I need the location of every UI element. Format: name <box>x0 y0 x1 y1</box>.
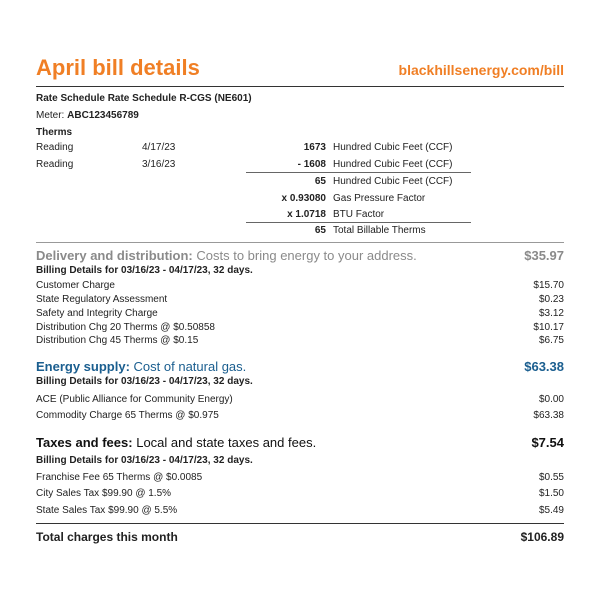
bill-url-link[interactable]: blackhillsenergy.com/bill <box>398 62 564 78</box>
taxes-desc: Local and state taxes and fees. <box>136 435 317 450</box>
meter-label: Meter: <box>36 110 65 121</box>
line-item-label: State Sales Tax $99.90 @ 5.5% <box>36 505 178 516</box>
line-item-amount: $0.23 <box>538 294 564 305</box>
reading-value: 1673 <box>303 142 326 153</box>
line-item-label: Distribution Chg 20 Therms @ $0.50858 <box>36 322 215 333</box>
calc-divider <box>246 222 471 223</box>
calc-unit: BTU Factor <box>333 209 385 220</box>
line-item-label: State Regulatory Assessment <box>36 294 168 305</box>
delivery-title: Delivery and distribution: <box>36 248 193 263</box>
total-therms-value: 65 <box>314 225 326 236</box>
taxes-heading <box>36 435 316 450</box>
line-item-amount: $3.12 <box>538 308 564 319</box>
total-amount: $106.89 <box>520 530 564 544</box>
meter-id: ABC123456789 <box>67 110 139 121</box>
line-item-label: Customer Charge <box>36 280 115 291</box>
reading-value: - 1608 <box>297 159 326 170</box>
line-item-label: City Sales Tax $99.90 @ 1.5% <box>36 488 172 499</box>
total-divider <box>36 523 564 524</box>
calc-value: x 1.0718 <box>287 209 326 220</box>
line-item-amount: $0.55 <box>538 472 564 483</box>
supply-title: Energy supply: <box>36 359 130 374</box>
supply-billing-details: Billing Details for 03/16/23 - 04/17/23, 32 days. <box>36 376 253 387</box>
line-item-amount: $1.50 <box>538 488 564 499</box>
total-therms-unit: Total Billable Therms <box>333 225 426 236</box>
reading-label: Reading <box>36 142 74 153</box>
calc-value: x 0.93080 <box>281 193 326 204</box>
total-label: Total charges this month <box>36 530 178 544</box>
reading-label: Reading <box>36 159 74 170</box>
reading-divider <box>246 172 471 173</box>
delivery-desc: Costs to bring energy to your address. <box>196 248 417 263</box>
taxes-billing-details: Billing Details for 03/16/23 - 04/17/23, 32 days. <box>36 455 253 466</box>
delivery-amount: $35.97 <box>524 248 564 263</box>
line-item-label: Distribution Chg 45 Therms @ $0.15 <box>36 335 199 346</box>
page-title: April bill details <box>36 55 200 80</box>
line-item-amount: $10.17 <box>533 322 564 333</box>
line-item-amount: $5.49 <box>538 505 564 516</box>
line-item-amount: $63.38 <box>533 410 564 421</box>
delivery-heading <box>36 248 417 263</box>
supply-heading <box>36 359 246 374</box>
meter-line <box>36 110 139 121</box>
line-item-amount: $6.75 <box>538 335 564 346</box>
line-item-label: ACE (Public Alliance for Community Energy) <box>36 394 233 405</box>
reading-date: 3/16/23 <box>142 159 176 170</box>
rate-schedule: Rate Schedule Rate Schedule R-CGS (NE601) <box>36 93 252 104</box>
taxes-amount: $7.54 <box>531 435 564 450</box>
calc-value: 65 <box>314 176 326 187</box>
supply-desc: Cost of natural gas. <box>133 359 247 374</box>
section-divider <box>36 242 564 243</box>
reading-unit: Hundred Cubic Feet (CCF) <box>333 142 453 153</box>
reading-date: 4/17/23 <box>142 142 176 153</box>
delivery-billing-details: Billing Details for 03/16/23 - 04/17/23, 32 days. <box>36 265 253 276</box>
line-item-label: Franchise Fee 65 Therms @ $0.0085 <box>36 472 203 483</box>
line-item-amount: $15.70 <box>533 280 564 291</box>
line-item-amount: $0.00 <box>538 394 564 405</box>
line-item-label: Safety and Integrity Charge <box>36 308 158 319</box>
line-item-label: Commodity Charge 65 Therms @ $0.975 <box>36 410 219 421</box>
therms-heading: Therms <box>36 127 73 138</box>
calc-unit: Hundred Cubic Feet (CCF) <box>333 176 453 187</box>
calc-unit: Gas Pressure Factor <box>333 193 426 204</box>
reading-unit: Hundred Cubic Feet (CCF) <box>333 159 453 170</box>
header-divider <box>36 86 564 87</box>
taxes-title: Taxes and fees: <box>36 435 133 450</box>
supply-amount: $63.38 <box>524 359 564 374</box>
